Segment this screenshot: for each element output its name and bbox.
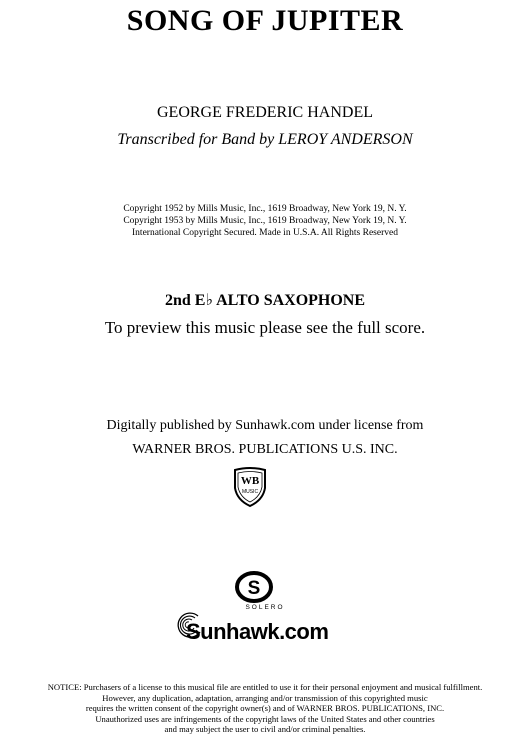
published-by-line: Digitally published by Sunhawk.com under license from xyxy=(106,418,424,433)
publisher-name: WARNER BROS. PUBLICATIONS U.S. INC. xyxy=(132,442,398,457)
solero-logo-icon xyxy=(230,570,278,620)
svg-text:MUSIC: MUSIC xyxy=(241,489,259,495)
notice-line-5: and may subject the user to civil and/or criminal penalties. xyxy=(164,724,366,735)
transcriber-credit: Transcribed for Band by LEROY ANDERSON xyxy=(117,131,413,148)
solero-wordmark: SOLERO xyxy=(245,604,285,611)
svg-text:S: S xyxy=(247,578,261,599)
notice-line-2: However, any duplication, adaptation, arranging and/or transmission of this copyrighted music xyxy=(102,692,428,703)
preview-notice: To preview this music please see the full score. xyxy=(104,318,426,337)
instrument-part: 2nd E♭ ALTO SAXOPHONE xyxy=(164,292,366,309)
notice-line-3: requires the written consent of the copyright owner(s) and of WARNER BROS. PUBLICATIONS, INC. xyxy=(85,703,445,714)
page-title: SONG OF JUPITER xyxy=(126,4,404,37)
notice-line-4: Unauthorized uses are infringements of the copyright laws of the United States and other countries xyxy=(95,713,435,724)
svg-text:WB: WB xyxy=(240,475,260,487)
notice-line-1: NOTICE: Purchasers of a license to this musical file are entitled to use it for their personal enjoyment and musical fulfillment. xyxy=(47,682,483,692)
composer-name: GEORGE FREDERIC HANDEL xyxy=(157,104,373,121)
legal-notice xyxy=(0,682,530,735)
copyright-line-2: Copyright 1953 by Mills Music, Inc., 1619 Broadway, New York 19, N. Y. xyxy=(123,216,407,226)
copyright-line-3: International Copyright Secured. Made in U.S.A. All Rights Reserved xyxy=(132,228,398,238)
copyright-line-1: Copyright 1952 by Mills Music, Inc., 1619 Broadway, New York 19, N. Y. xyxy=(123,204,407,214)
warner-bros-logo-icon xyxy=(232,466,268,508)
sunhawk-wordmark: Sunhawk.com xyxy=(186,619,329,644)
